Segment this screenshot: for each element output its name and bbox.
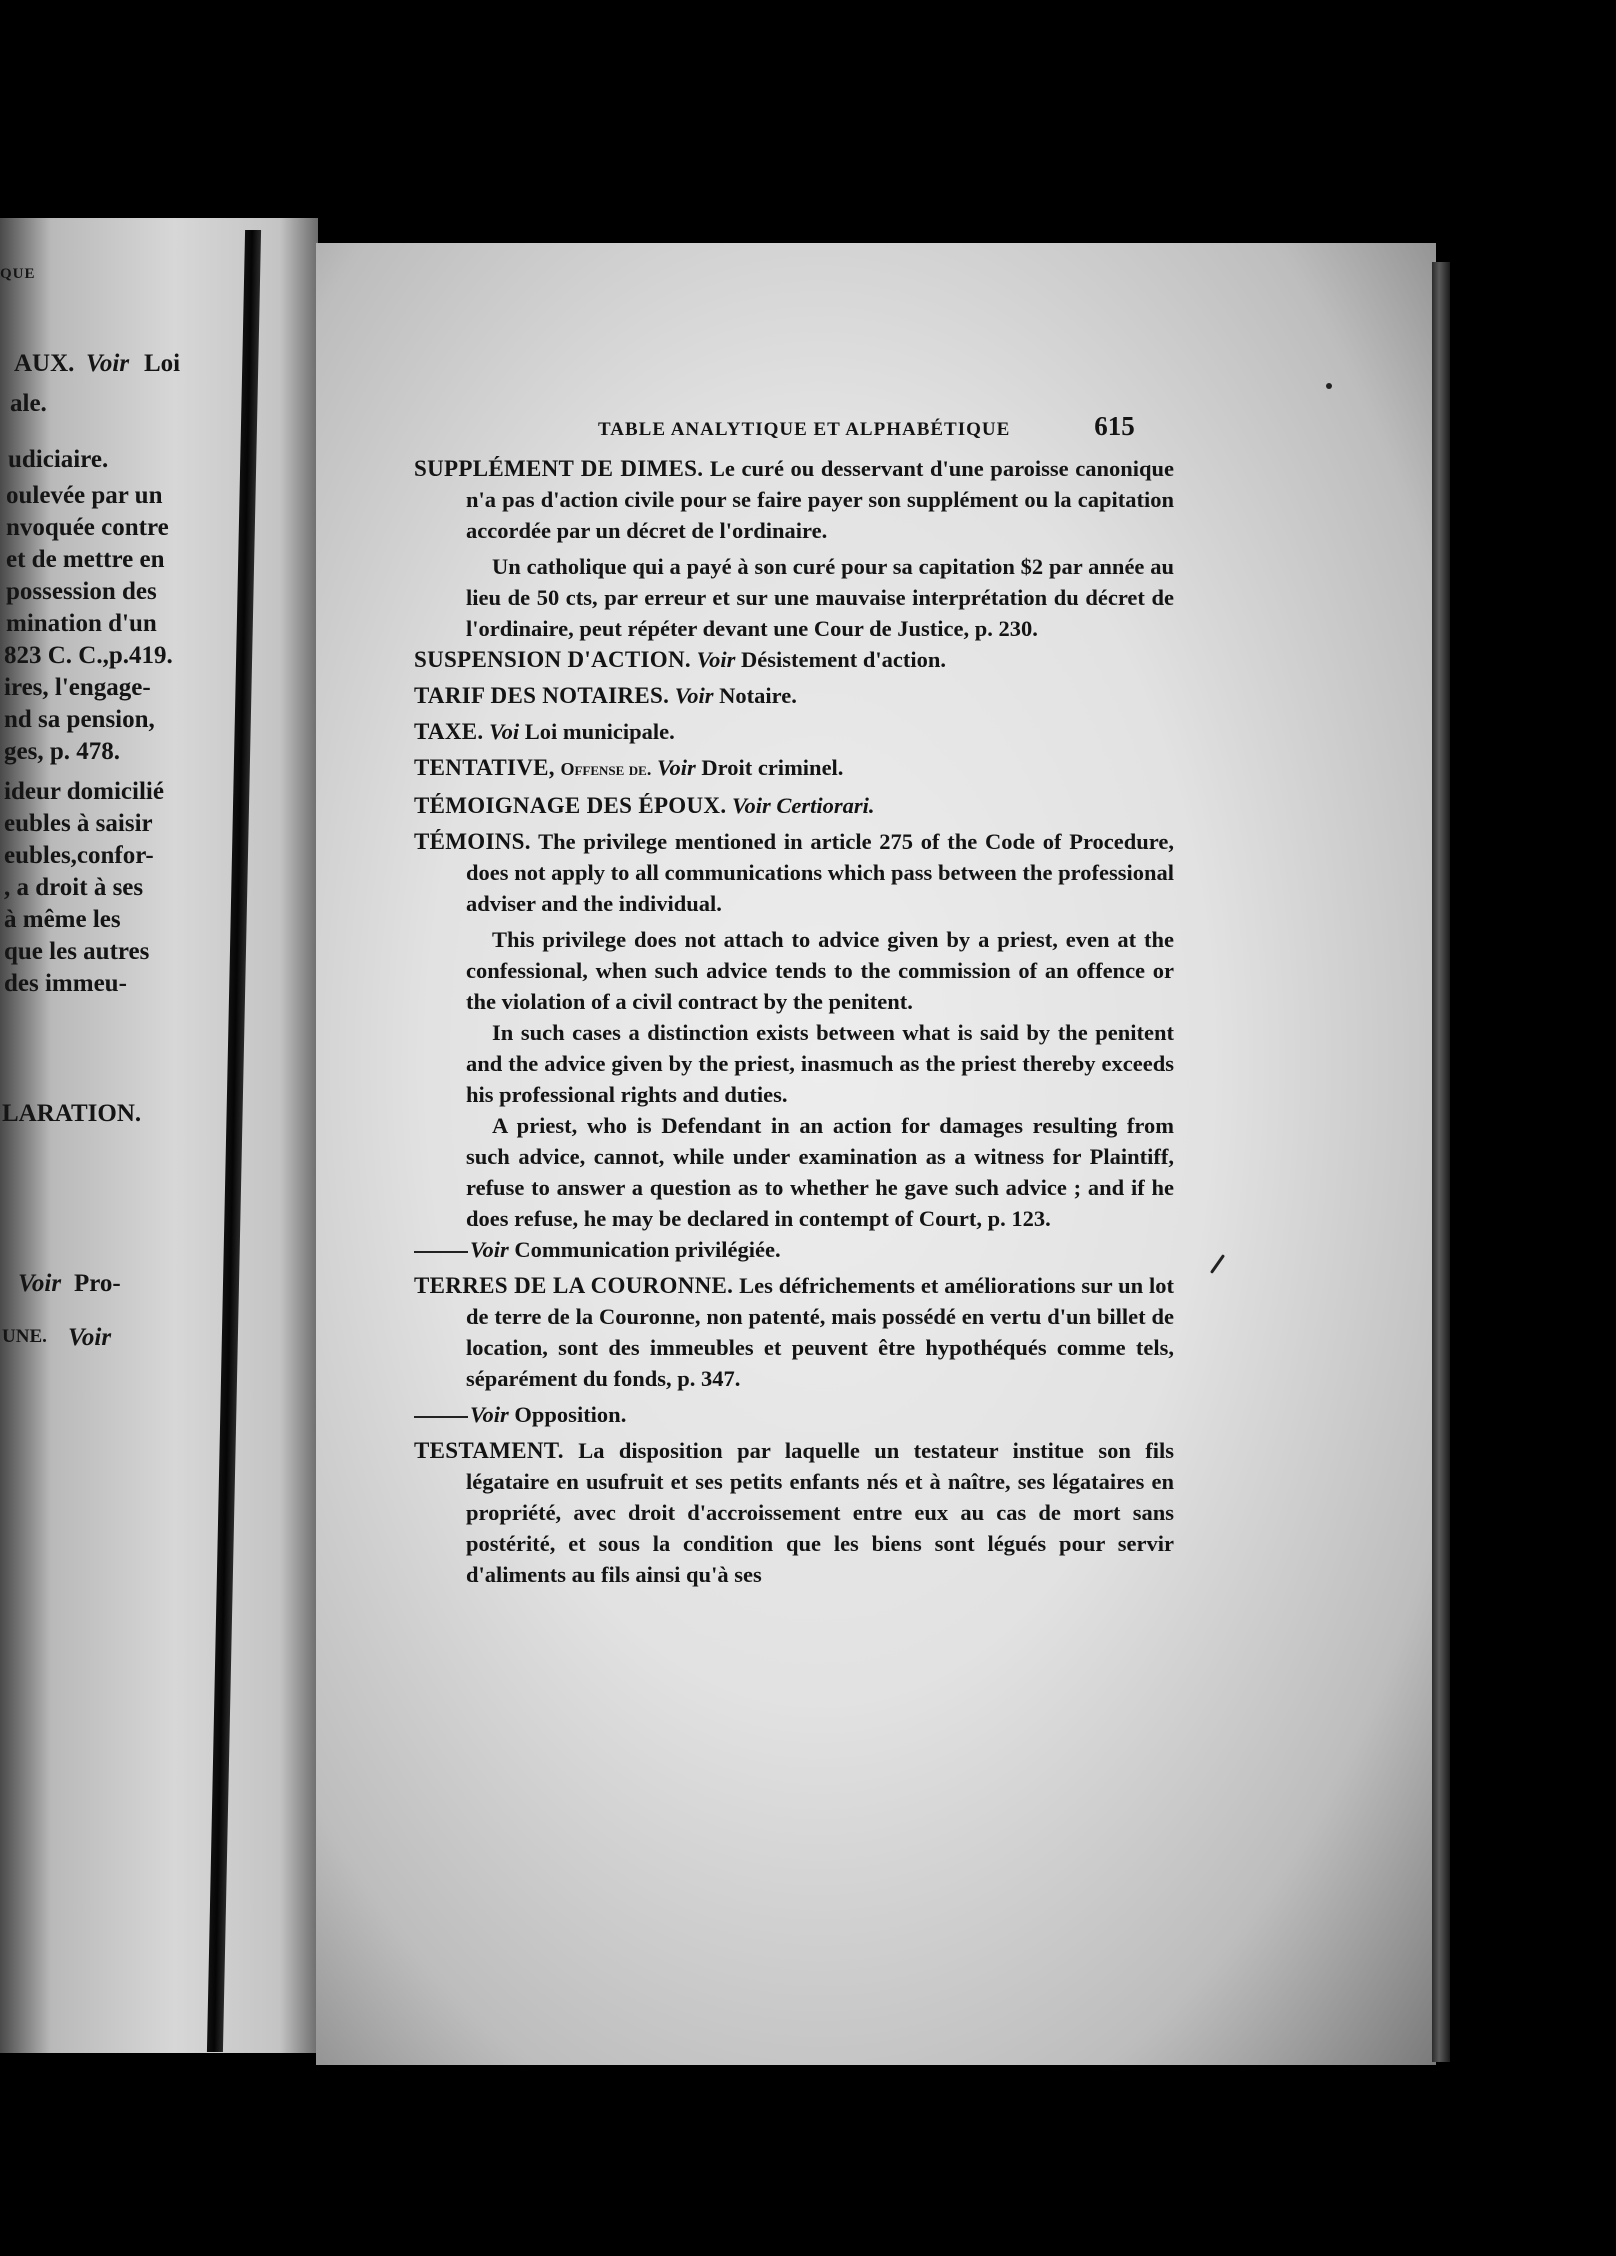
left-page-line: et de mettre en bbox=[6, 546, 165, 573]
left-page-line: ires, l'engage- bbox=[4, 674, 151, 701]
cross-reference: Certiorari. bbox=[776, 793, 875, 818]
left-page-line: AUX. bbox=[14, 350, 75, 377]
voir-label: Voir bbox=[696, 647, 736, 672]
left-page-line: Pro- bbox=[74, 1270, 121, 1297]
entry-heading: TÉMOINS. bbox=[414, 829, 531, 854]
left-page-line: nd sa pension, bbox=[4, 706, 155, 733]
ink-mark bbox=[1210, 1254, 1225, 1274]
see-also-line bbox=[414, 1234, 1174, 1265]
entry-paragraph: Un catholique qui a payé à son curé pour sa capitation $2 par année au lieu de 50 cts, par erreur et sur une mauvaise interprétation du décret de l'ordinaire, peut répéter devant une Cour de Justice, p. 230. bbox=[466, 554, 1174, 641]
left-page-line: mination d'un bbox=[6, 610, 157, 637]
left-page-line: ideur domicilié bbox=[4, 778, 164, 805]
voir-label: Voir bbox=[470, 1402, 509, 1427]
cross-reference: Notaire. bbox=[719, 683, 797, 708]
entry-text: The privilege mentioned in article 275 of the Code of Procedure, does not apply to all communications which pass between the professional adviser and the individual. bbox=[466, 829, 1175, 916]
entry-text: La disposition par laquelle un testateur institue son fils légataire en usufruit et ses petits enfants nés et à naître, ses légataires en propriété, avec droit d'accroissement entre eux au cas de mort sans postérité, et sous la condition que les biens sont légués pour servir d'aliments au fils ainsi qu'à ses bbox=[466, 1438, 1175, 1587]
entry-taxe bbox=[414, 716, 1174, 747]
entry-heading: TERRES DE LA COURONNE. bbox=[414, 1273, 734, 1298]
entry-supplement-de-dimes bbox=[414, 453, 1174, 546]
left-page-line: Voir bbox=[86, 350, 130, 377]
left-page-line: des immeu- bbox=[4, 970, 127, 997]
see-also-line bbox=[414, 1399, 1174, 1430]
entry-suspension-d-action bbox=[414, 644, 1174, 675]
left-page-line: possession des bbox=[6, 578, 157, 605]
cross-reference: Opposition. bbox=[514, 1402, 627, 1427]
entry-subheading: Offense de. bbox=[560, 759, 652, 779]
em-dash-rule bbox=[414, 1251, 468, 1253]
left-page-line: Voir bbox=[68, 1324, 112, 1351]
voir-label: Voir bbox=[674, 683, 714, 708]
entry-heading: SUPPLÉMENT DE DIMES. bbox=[414, 456, 704, 481]
left-page-line: UNE. bbox=[2, 1326, 47, 1347]
cross-reference: Communication privilégiée. bbox=[514, 1237, 781, 1262]
left-page-line: udiciaire. bbox=[8, 446, 109, 473]
cross-reference: Droit criminel. bbox=[701, 755, 844, 780]
entry-heading: TÉMOIGNAGE DES ÉPOUX. bbox=[414, 793, 727, 818]
right-page bbox=[316, 243, 1436, 2065]
left-page-line: 823 C. C.,p.419. bbox=[4, 642, 173, 669]
left-page-line: à même les bbox=[4, 906, 121, 933]
left-page-line: oulevée par un bbox=[6, 482, 163, 509]
entry-testament bbox=[414, 1435, 1174, 1590]
entry-temoignage-des-epoux bbox=[414, 790, 1174, 821]
left-page-line: ale. bbox=[10, 390, 47, 417]
entry-heading: TESTAMENT. bbox=[414, 1438, 564, 1463]
left-page-line: que les autres bbox=[4, 938, 150, 965]
page-number: 615 bbox=[1094, 411, 1135, 441]
em-dash-rule bbox=[414, 1416, 468, 1418]
voir-label: Voi bbox=[489, 719, 520, 744]
entry-heading: TARIF DES NOTAIRES. bbox=[414, 683, 670, 708]
entry-terres-de-la-couronne bbox=[414, 1270, 1174, 1394]
left-page-line: , a droit à ses bbox=[4, 874, 144, 901]
running-head bbox=[578, 411, 1318, 442]
entry-paragraph: A priest, who is Defendant in an action for damages resulting from such advice, cannot, while under examination as a witness for Plaintiff, refuse to answer a question as to whether he gave such advice ; and if he does refuse, he may be declared in contempt of Court, p. 123. bbox=[466, 1113, 1174, 1231]
index-entries bbox=[414, 453, 1174, 1595]
left-page-line: Voir bbox=[18, 1270, 62, 1297]
entry-paragraph: This privilege does not attach to advice given by a priest, even at the confessional, when such advice tends to the commission of an offence or the violation of a civil contract by the penitent. bbox=[466, 927, 1174, 1014]
entry-tentative bbox=[414, 752, 1174, 785]
entry-paragraph: In such cases a distinction exists between what is said by the penitent and the advice given by the priest, inasmuch as the priest thereby exceeds his professional rights and duties. bbox=[466, 1020, 1174, 1107]
entry-temoins bbox=[414, 826, 1174, 919]
entry-text: Le curé ou desservant d'une paroisse canonique n'a pas d'action civile pour se faire payer son supplément ou la capitation accordée par un décret de l'ordinaire. bbox=[466, 456, 1175, 543]
left-page-line: ges, p. 478. bbox=[4, 738, 120, 765]
left-page bbox=[0, 218, 318, 2053]
entry-heading: TAXE. bbox=[414, 719, 484, 744]
voir-label: Voir bbox=[656, 755, 696, 780]
left-page-running-head: QUE bbox=[0, 266, 36, 282]
dust-speck bbox=[1326, 383, 1332, 389]
left-page-line: eubles,confor- bbox=[4, 842, 154, 869]
left-page-line: nvoquée contre bbox=[6, 514, 169, 541]
left-page-line: eubles à saisir bbox=[4, 810, 153, 837]
page-edge bbox=[1432, 262, 1450, 2062]
entry-text: Les défrichements et améliorations sur un lot de terre de la Couronne, non patenté, mais possédé en vertu d'un billet de location, sont des immeubles et peuvent être hypothéqués comme tels, séparément du fonds, p. 347. bbox=[466, 1273, 1174, 1391]
cross-reference: Loi municipale. bbox=[524, 719, 675, 744]
entry-tarif-des-notaires bbox=[414, 680, 1174, 711]
left-page-line: LARATION. bbox=[2, 1100, 142, 1127]
left-page-line: Loi bbox=[144, 350, 181, 377]
voir-label: Voir bbox=[470, 1237, 509, 1262]
voir-label: Voir bbox=[732, 793, 771, 818]
entry-heading: TENTATIVE, bbox=[414, 755, 555, 780]
running-title: TABLE ANALYTIQUE ET ALPHABÉTIQUE bbox=[598, 419, 1011, 440]
cross-reference: Désistement d'action. bbox=[740, 647, 946, 672]
entry-heading: SUSPENSION D'ACTION. bbox=[414, 647, 691, 672]
